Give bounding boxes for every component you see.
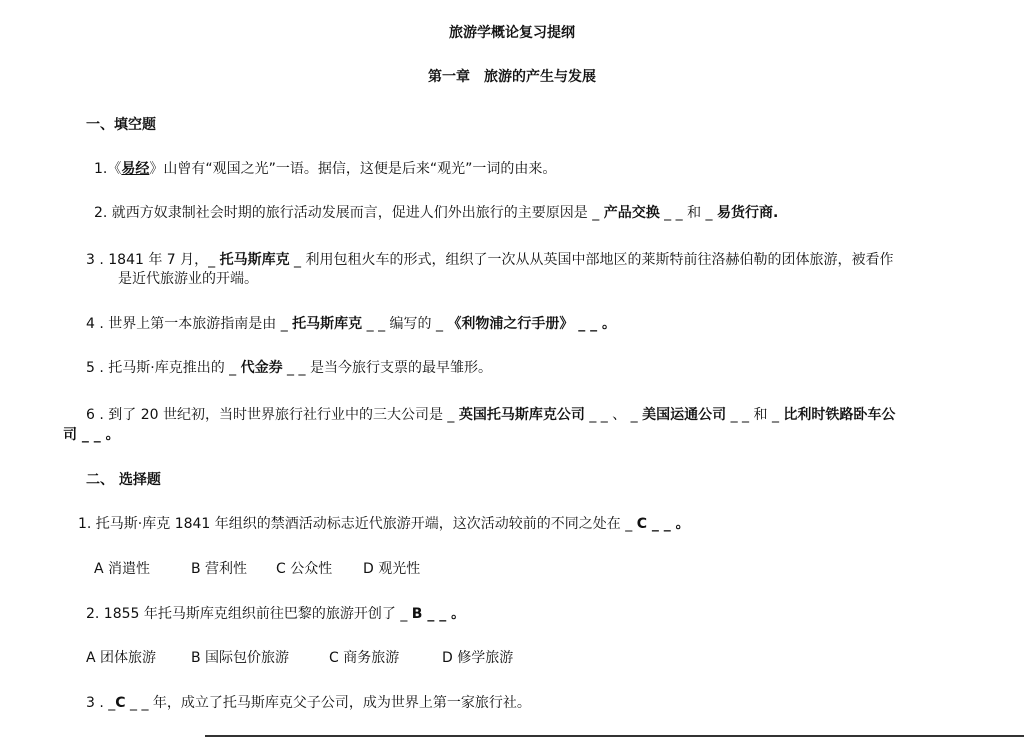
q-text: _ _ 年，成立了托马斯库克父子公司，成为世界上第一家旅行社。 [125, 695, 531, 711]
choice-options-2 [86, 649, 513, 667]
q-text: _ _ 。 [573, 316, 617, 332]
q-text: 2. 1855 年托马斯库克组织前往巴黎的旅游开创了 _ [86, 606, 412, 622]
section-heading-choice: 二、 选择题 [86, 472, 161, 488]
choice-options-1 [94, 560, 420, 578]
chapter-title: 第一章 旅游的产生与发展 [428, 69, 596, 85]
option: C 公众性 [276, 561, 333, 577]
answer: 托马斯库克 [219, 252, 290, 268]
q-text: _ _ 编写的 _ [362, 316, 448, 332]
answer: 易货行商 [716, 205, 773, 221]
q-text: _ _ 、 _ [584, 407, 643, 423]
q-text: 6 . 到了 20 世纪初，当时世界旅行社行业中的三大公司是 _ [86, 407, 459, 423]
page-bottom-divider [205, 735, 1024, 737]
fill-question-6-continued [63, 426, 120, 444]
fill-question-2 [94, 204, 778, 222]
q-text: _ _ 。 [422, 606, 466, 622]
fill-question-3-continued: 是近代旅游业的开端。 [118, 271, 258, 287]
option: B 营利性 [191, 561, 248, 577]
q-text: 3 . _ [86, 695, 116, 711]
fill-question-6 [86, 406, 895, 424]
choice-question-3 [86, 694, 531, 712]
q-text: _ _ 。 [646, 516, 690, 532]
option: D 观光性 [363, 561, 421, 577]
answer: B [411, 606, 423, 622]
answer: 托马斯库克 [292, 316, 363, 332]
fill-question-4 [86, 315, 616, 333]
document-title: 旅游学概论复习提纲 [449, 25, 575, 41]
q-text: _ 利用包租火车的形式，组织了一次从从英国中部地区的莱斯特前往洛赫伯勒的团体旅游，被看作 [289, 252, 894, 268]
fill-question-3 [86, 251, 894, 269]
q-text: 3 . 1841 年 7 月，_ [86, 252, 220, 268]
option: D 修学旅游 [442, 650, 514, 666]
q-text: 《 [107, 161, 122, 177]
q-text: 4 . 世界上第一本旅游指南是由 _ [86, 316, 293, 332]
option: A 团体旅游 [86, 650, 157, 666]
q-text: 1. 托马斯·库克 1841 年组织的禁酒活动标志近代旅游开端，这次活动较前的不同之处在 _ [78, 516, 637, 532]
fill-question-5 [86, 359, 492, 377]
q-text: _ _ 和 _ [726, 407, 784, 423]
q-text: . [772, 205, 779, 221]
option: A 消遣性 [94, 561, 151, 577]
section-heading-fill: 一、填空题 [86, 117, 156, 133]
answer: 代金券 [240, 360, 283, 376]
q-text: _ _ 和 _ [659, 205, 717, 221]
q-number: 1. [94, 161, 108, 177]
fill-question-1 [94, 160, 556, 178]
answer: 司 [63, 427, 77, 443]
answer: 易经 [121, 161, 150, 177]
answer: 产品交换 [603, 205, 660, 221]
option: C 商务旅游 [329, 650, 400, 666]
answer: 《利物浦之行手册》 [447, 316, 574, 332]
q-text: _ _ 是当今旅行支票的最早雏形。 [282, 360, 492, 376]
answer: 美国运通公司 [642, 407, 727, 423]
answer: 英国托马斯库克公司 [458, 407, 585, 423]
option: B 国际包价旅游 [191, 650, 290, 666]
answer: 比利时铁路卧车公 [783, 407, 896, 423]
answer: C [636, 516, 647, 532]
answer: C [115, 695, 126, 711]
q-text: _ _ 。 [77, 427, 120, 443]
q-text: 5 . 托马斯·库克推出的 _ [86, 360, 241, 376]
q-text: 2. 就西方奴隶制社会时期的旅行活动发展而言，促进人们外出旅行的主要原因是 _ [94, 205, 604, 221]
choice-question-1 [78, 515, 690, 533]
q-text: 》山曾有“观国之光”一语。据信，这便是后来“观光”一词的由来。 [149, 161, 557, 177]
choice-question-2 [86, 605, 465, 623]
